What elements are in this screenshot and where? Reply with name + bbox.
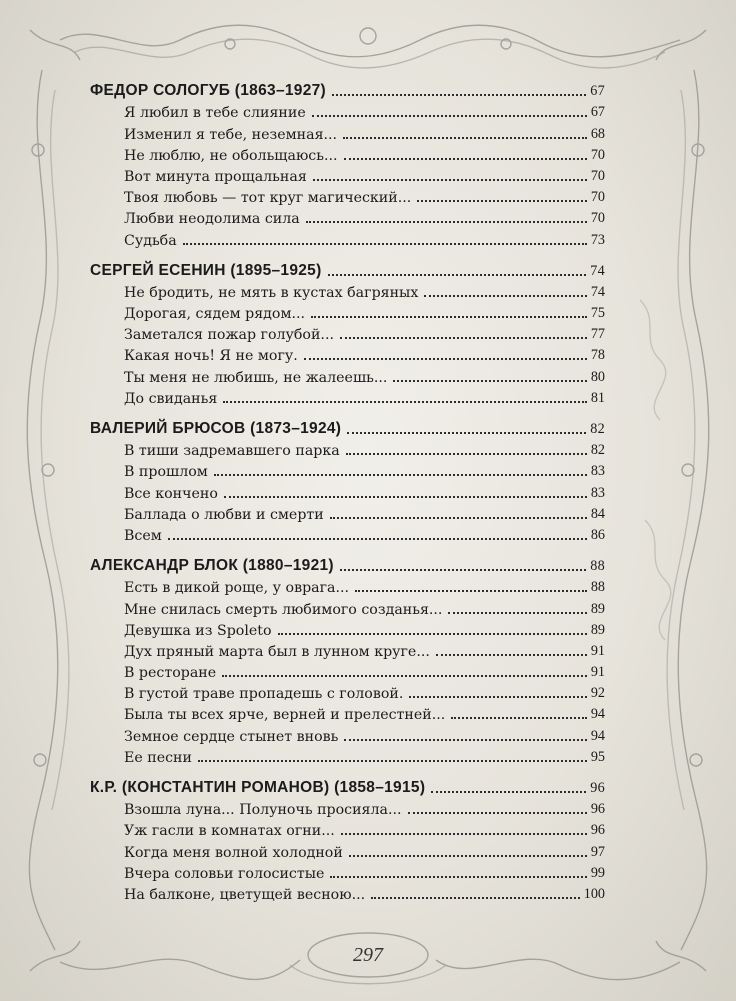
entry-title: Я любил в тебе слияние [124, 105, 306, 122]
section-title: ВАЛЕРИЙ БРЮСОВ (1873–1924) [90, 420, 342, 437]
entry-page-number: 68 [590, 125, 605, 142]
section-page-number: 88 [590, 558, 605, 575]
entry-page-number: 83 [590, 484, 605, 501]
dot-leader [393, 379, 586, 382]
entry-page-number: 95 [590, 748, 605, 765]
toc-entry [90, 502, 605, 523]
dot-leader [313, 178, 587, 181]
section-title: ФЕДОР СОЛОГУБ (1863–1927) [90, 82, 327, 100]
entry-page-number: 82 [590, 442, 605, 459]
section-page-number: 74 [590, 262, 605, 279]
toc-section-heading [90, 79, 605, 100]
dot-leader [340, 568, 586, 571]
dot-leader [343, 136, 587, 139]
dot-leader [214, 473, 587, 476]
entry-page-number: 80 [590, 368, 605, 385]
toc-entry [90, 745, 605, 766]
dot-leader [409, 695, 586, 698]
entry-title: Все кончено [124, 485, 218, 502]
dot-leader [344, 738, 586, 741]
entry-title: Вчера соловьи голосистые [124, 865, 325, 882]
entry-page-number: 81 [590, 389, 605, 406]
dot-leader [417, 199, 587, 202]
entry-page-number: 91 [590, 642, 605, 659]
entry-title: Девушка из Spoleto [124, 622, 272, 639]
page-number: 297 [353, 944, 383, 966]
entry-title: В тиши задремавшего парка [124, 443, 340, 460]
entry-page-number: 70 [590, 189, 605, 206]
dot-leader [355, 589, 587, 592]
toc-entry [90, 459, 605, 480]
section-title: К.Р. (КОНСТАНТИН РОМАНОВ) (1858–1915) [90, 779, 426, 796]
entry-title: Ты меня не любишь, не жалеешь... [124, 369, 388, 386]
entry-page-number: 84 [590, 505, 605, 522]
section-page-number: 82 [590, 421, 605, 437]
dot-leader [312, 114, 587, 117]
entry-page-number: 94 [590, 706, 605, 723]
entry-page-number: 75 [590, 305, 605, 322]
entry-title: Уж гасли в комнатах огни... [124, 823, 335, 840]
toc-entry [90, 618, 605, 639]
entry-title: Мне снилась смерть любимого созданья... [124, 601, 443, 618]
toc-section-heading [90, 259, 605, 280]
dot-leader [222, 674, 587, 677]
toc-entry [90, 343, 605, 364]
entry-title: В ресторане [124, 665, 217, 682]
toc-entry [90, 322, 605, 343]
entry-title: Какая ночь! Я не могу. [124, 348, 298, 365]
entry-title: Судьба [124, 232, 177, 249]
toc-entry [90, 882, 605, 903]
entry-page-number: 94 [590, 727, 605, 744]
entry-page-number: 73 [590, 231, 605, 248]
dot-leader [346, 452, 587, 455]
toc-entry [90, 438, 605, 459]
dot-leader [371, 896, 580, 899]
dot-leader [330, 516, 587, 519]
dot-leader [436, 653, 587, 656]
dot-leader [183, 242, 587, 245]
toc-section-heading [90, 776, 605, 797]
toc-entry [90, 575, 605, 596]
entry-title: Была ты всех ярче, верней и прелестней... [124, 707, 446, 724]
dot-leader [349, 854, 587, 857]
section-title: АЛЕКСАНДР БЛОК (1880–1921) [90, 557, 334, 575]
entry-page-number: 89 [590, 621, 605, 638]
toc-entry [90, 480, 605, 501]
entry-page-number: 83 [590, 463, 605, 480]
entry-title: Земное сердце стынет вновь [124, 728, 339, 745]
entry-page-number: 88 [590, 579, 605, 596]
table-of-contents [90, 79, 605, 903]
toc-entry [90, 100, 605, 121]
toc-entry [90, 185, 605, 206]
entry-title: Не люблю, не обольщаюсь... [124, 147, 338, 164]
section-title: СЕРГЕЙ ЕСЕНИН (1895–1925) [90, 261, 322, 279]
entry-page-number: 77 [590, 326, 605, 343]
entry-title: Дух пряный марта был в лунном круге... [124, 643, 430, 660]
dot-leader [347, 431, 586, 434]
toc-entry [90, 596, 605, 617]
entry-page-number: 70 [590, 167, 605, 184]
entry-title: Ее песни [124, 749, 192, 766]
toc-entry [90, 301, 605, 322]
entry-page-number: 92 [590, 685, 605, 702]
toc-entry [90, 386, 605, 407]
entry-title: Баллада о любви и смерти [124, 506, 324, 523]
dot-leader [340, 336, 587, 339]
entry-page-number: 99 [590, 864, 605, 881]
entry-title: В густой траве пропадешь с головой. [124, 686, 404, 703]
toc-entry [90, 206, 605, 227]
entry-page-number: 89 [590, 600, 605, 617]
dot-leader [223, 400, 587, 403]
dot-leader [408, 811, 587, 814]
toc-entry [90, 681, 605, 702]
dot-leader [306, 220, 587, 223]
entry-page-number: 96 [590, 822, 605, 839]
entry-title: Твоя любовь — тот круг магический... [124, 190, 412, 207]
entry-title: Всем [124, 527, 162, 544]
dot-leader [198, 759, 587, 762]
toc-entry [90, 660, 605, 681]
dot-leader [451, 716, 587, 719]
entry-title: Когда меня волной холодной [124, 844, 343, 861]
dot-leader [330, 875, 586, 878]
entry-page-number: 70 [590, 210, 605, 227]
section-page-number: 96 [590, 780, 605, 796]
dot-leader [332, 93, 586, 96]
entry-page-number: 74 [590, 283, 605, 300]
toc-entry [90, 702, 605, 723]
dot-leader [328, 273, 587, 276]
entry-page-number: 78 [590, 347, 605, 364]
entry-title: Взошла луна... Полуночь просияла... [124, 802, 402, 819]
dot-leader [304, 357, 587, 360]
section-page-number: 67 [590, 83, 605, 100]
entry-title: Дорогая, сядем рядом... [124, 306, 306, 323]
toc-entry [90, 121, 605, 142]
entry-title: На балконе, цветущей весною... [124, 886, 366, 903]
entry-title: Изменил я тебе, неземная... [124, 126, 338, 143]
entry-title: До свиданья [124, 390, 218, 407]
toc-entry [90, 280, 605, 301]
entry-page-number: 97 [590, 843, 605, 860]
dot-leader [278, 632, 587, 635]
dot-leader [311, 315, 587, 318]
entry-title: Есть в дикой роще, у оврага... [124, 580, 350, 597]
toc-entry [90, 227, 605, 248]
toc-entry [90, 797, 605, 818]
toc-entry [90, 639, 605, 660]
entry-page-number: 70 [590, 146, 605, 163]
entry-page-number: 91 [590, 664, 605, 681]
entry-title: Вот минута прощальная [124, 168, 307, 185]
entry-title: В прошлом [124, 464, 208, 481]
toc-entry [90, 723, 605, 744]
dot-leader [344, 157, 587, 160]
toc-entry [90, 523, 605, 544]
toc-entry [90, 839, 605, 860]
toc-entry [90, 364, 605, 385]
dot-leader [224, 495, 587, 498]
entry-title: Любви неодолима сила [124, 211, 300, 228]
toc-entry [90, 164, 605, 185]
entry-page-number: 96 [590, 801, 605, 818]
toc-entry [90, 143, 605, 164]
entry-page-number: 86 [590, 526, 605, 543]
entry-page-number: 100 [583, 885, 605, 902]
dot-leader [431, 790, 586, 793]
toc-section-heading [90, 554, 605, 575]
dot-leader [341, 832, 587, 835]
toc-entry [90, 861, 605, 882]
dot-leader [448, 611, 586, 614]
entry-title: Заметался пожар голубой... [124, 327, 334, 344]
dot-leader [424, 294, 586, 297]
dot-leader [168, 537, 587, 540]
entry-title: Не бродить, не мять в кустах багряных [124, 284, 419, 301]
toc-section-heading [90, 417, 605, 438]
toc-entry [90, 818, 605, 839]
entry-page-number: 67 [590, 104, 605, 121]
